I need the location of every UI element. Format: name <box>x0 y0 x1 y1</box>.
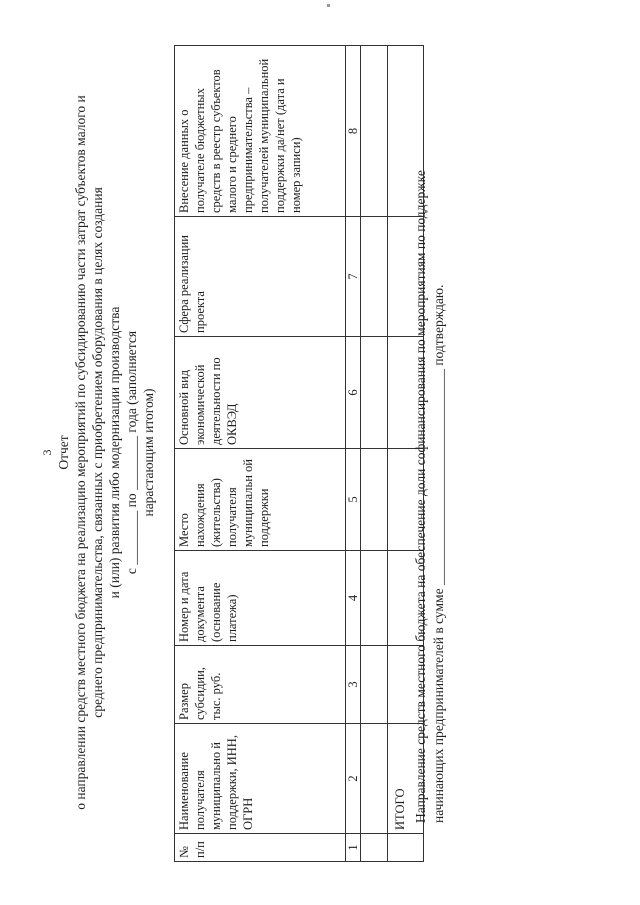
report-heading <box>55 0 157 905</box>
table-cell <box>361 724 388 834</box>
column-numbers-row <box>346 46 361 862</box>
page-number: 3 <box>40 449 54 456</box>
table-cell <box>361 834 388 862</box>
table-cell <box>361 646 388 724</box>
report-title: Отчет <box>56 435 71 470</box>
table-row <box>361 46 388 862</box>
table-cell <box>361 217 388 337</box>
column-number: 1 <box>346 834 361 862</box>
confirmation-text <box>412 23 448 823</box>
column-number: 6 <box>346 337 361 449</box>
confirmation-line: начинающих предпринимателей в сумме ________________________________ подтверждаю. <box>431 284 446 823</box>
report-period-line: с ________ по ________ года (заполняется <box>124 330 139 575</box>
column-number: 5 <box>346 449 361 551</box>
table-cell <box>361 46 388 217</box>
header-cell-registry: Внесение данных о получателе бюджетных средств в реестр субъектов малого и среднего предпринимательства – получателей муниципальной поддержки да/нет (дата и номер записи) <box>175 46 346 217</box>
header-cell-okved: Основной вид экономической деятельности по ОКВЭД <box>175 337 346 449</box>
confirmation-line: Направление средств местного бюджета на обеспечение доли софинансирования по мероприятиям по поддержке <box>413 170 428 823</box>
table-cell <box>388 834 424 862</box>
header-cell-sphere: Сфера реализации проекта <box>175 217 346 337</box>
table-header-row <box>175 46 346 862</box>
header-cell-subsidy: Размер субсидии, тыс. руб. <box>175 646 346 724</box>
report-table <box>174 45 424 862</box>
column-number: 3 <box>346 646 361 724</box>
column-number: 4 <box>346 551 361 646</box>
report-period-note: нарастающим итогом) <box>141 388 156 517</box>
report-subtitle-line: среднего предпринимательства, связанных с приобретением оборудования в целях создания <box>90 187 105 718</box>
header-cell-location: Место нахождения (жительства) получателя муниципальн ой поддержки <box>175 449 346 551</box>
column-number: 2 <box>346 724 361 834</box>
header-cell-number: № п/п <box>175 834 346 862</box>
column-number: 7 <box>346 217 361 337</box>
table-cell <box>361 551 388 646</box>
header-cell-recipient: Наименование получателя муниципально й поддержки, ИНН, ОГРН <box>175 724 346 834</box>
report-subtitle-line: о направлении средств местного бюджета на реализацию мероприятий по субсидированию части затрат субъектов малого и <box>73 95 88 810</box>
table-cell <box>361 449 388 551</box>
column-number: 8 <box>346 46 361 217</box>
report-subtitle-line: и (или) развития либо модернизации производства <box>107 306 122 599</box>
total-label: ИТОГО <box>388 724 424 834</box>
scan-speck <box>327 4 330 7</box>
table-cell <box>361 337 388 449</box>
header-cell-document: Номер и дата документа (основание платежа) <box>175 551 346 646</box>
